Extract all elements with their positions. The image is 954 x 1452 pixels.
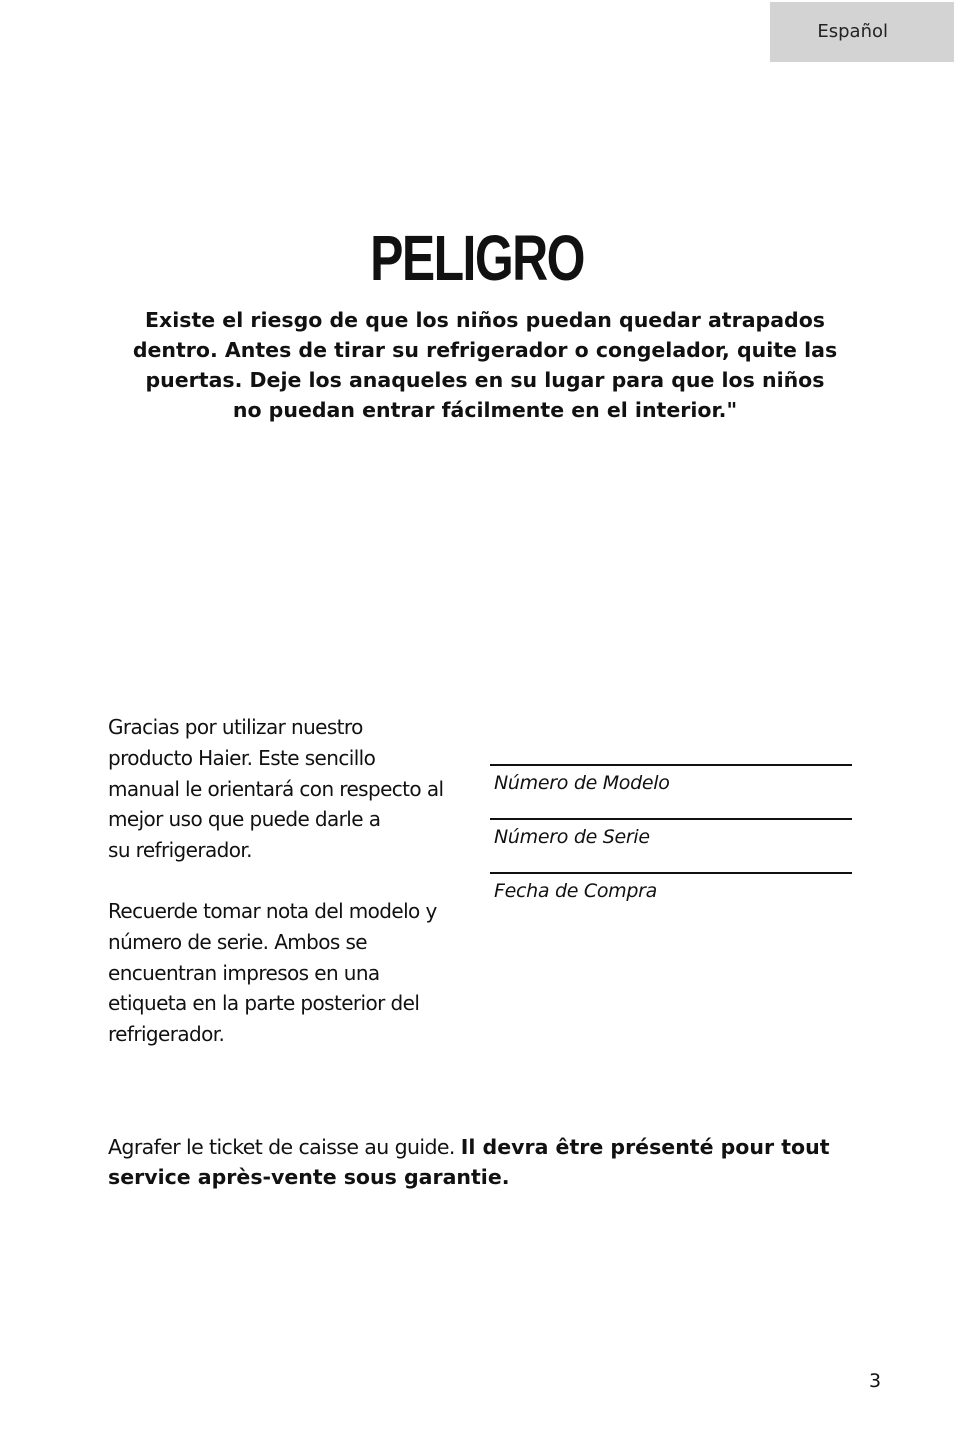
thanks-line: Gracias por utilizar nuestro <box>108 715 363 739</box>
serial-number-label: Número de Serie <box>494 826 650 848</box>
record-line: etiqueta en la parte posterior del <box>108 991 420 1016</box>
record-line: refrigerador. <box>108 1022 225 1047</box>
warning-line: puertas. Deje los anaqueles en su lugar para que los niños <box>145 368 825 392</box>
serial-number-field <box>490 818 852 872</box>
model-number-field <box>490 764 852 818</box>
receipt-line <box>108 1162 868 1192</box>
receipt-line <box>108 1132 868 1162</box>
page-number: 3 <box>868 1370 882 1392</box>
page-title: PELIGRO <box>370 222 584 294</box>
thanks-line: su refrigerador. <box>108 838 252 863</box>
model-number-label: Número de Modelo <box>494 772 670 794</box>
thanks-line: mejor uso que puede darle a <box>108 807 381 832</box>
receipt-bold-text: Il devra être présenté pour tout <box>460 1135 830 1159</box>
language-tab: Español <box>770 2 954 62</box>
purchase-date-label: Fecha de Compra <box>494 880 657 902</box>
thanks-line: manual le orientará con respecto al <box>108 776 444 801</box>
receipt-normal-text: Agrafer le ticket de caisse au guide. <box>108 1135 461 1159</box>
warning-line: Existe el riesgo de que los niños puedan quedar atrapados <box>145 308 825 332</box>
record-line: número de serie. Ambos se <box>108 929 367 954</box>
warning-line: no puedan entrar fácilmente en el interior." <box>232 398 738 422</box>
purchase-date-field <box>490 872 852 926</box>
record-line: Recuerde tomar nota del modelo y <box>108 899 437 923</box>
thanks-paragraph <box>108 712 468 866</box>
thanks-line: producto Haier. Este sencillo <box>108 745 376 770</box>
receipt-note <box>108 1132 868 1192</box>
receipt-bold-text-2: service après-vente sous garantie. <box>108 1165 510 1189</box>
record-paragraph <box>108 896 468 1050</box>
record-line: encuentran impresos en una <box>108 960 380 985</box>
warning-line: dentro. Antes de tirar su refrigerador o congelador, quite las <box>132 338 838 362</box>
danger-warning <box>110 305 860 425</box>
record-fields <box>490 764 852 926</box>
